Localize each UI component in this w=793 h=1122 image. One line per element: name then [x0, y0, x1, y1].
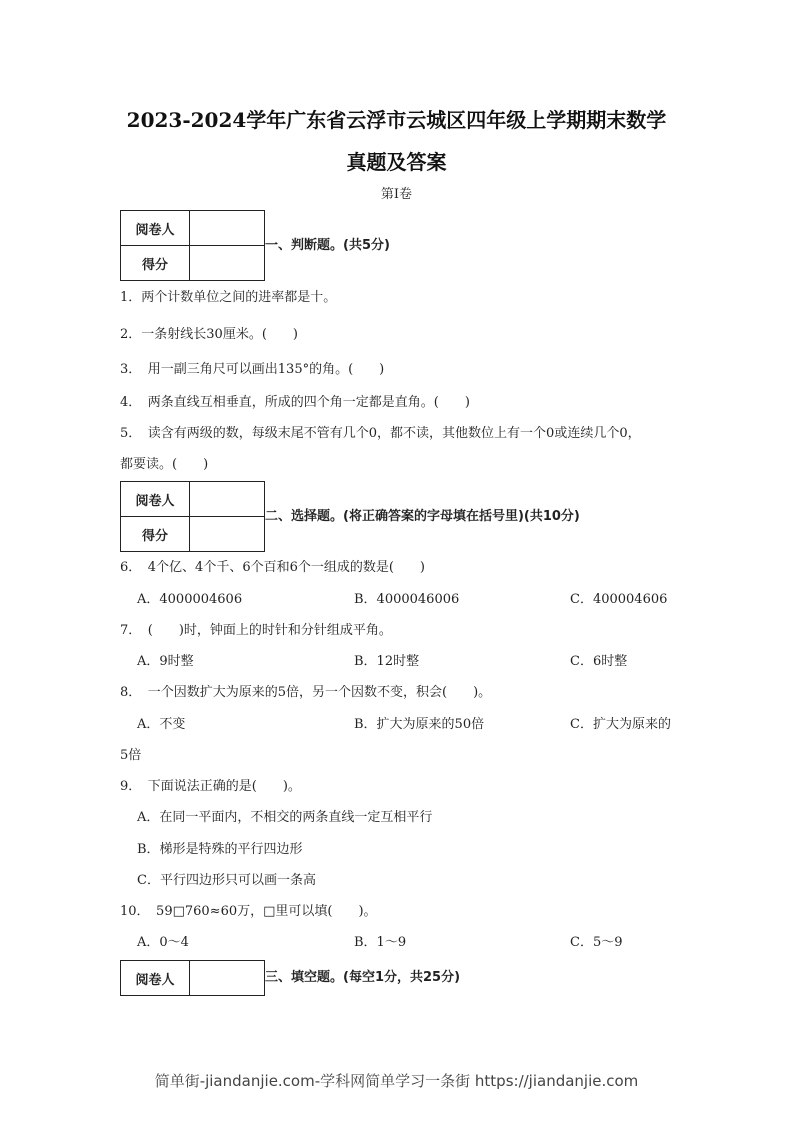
score-label: 得分 — [121, 517, 190, 552]
reviewer-cell — [190, 211, 265, 246]
question: 4． 两条直线互相垂直，所成的四个角一定都是直角。( ) — [120, 395, 470, 410]
question: 2．一条射线长30厘米。( ) — [120, 327, 298, 342]
document-title-line2: 真题及答案 — [346, 150, 447, 174]
option-c: C．平行四边形只可以画一条高 — [137, 873, 316, 888]
question: 6． 4个亿、4个千、6个百和6个一组成的数是( ) — [120, 560, 425, 575]
option-b: B．4000046006 — [354, 592, 460, 607]
option-a: A．4000004606 — [137, 592, 243, 607]
score-cell — [190, 517, 265, 552]
question: 8． 一个因数扩大为原来的5倍，另一个因数不变，积会( )。 — [120, 685, 492, 700]
option-b: B．扩大为原来的50倍 — [354, 717, 485, 732]
score-label: 得分 — [121, 246, 190, 281]
option-c: C．400004606 — [570, 592, 668, 607]
question: 10． 59□760≈60万，□里可以填( )。 — [120, 904, 377, 919]
question: 9． 下面说法正确的是( )。 — [120, 779, 301, 794]
section-heading: 二、选择题。(将正确答案的字母填在括号里)(共10分) — [265, 509, 580, 524]
reviewer-label: 阅卷人 — [121, 211, 190, 246]
option-a: A．在同一平面内，不相交的两条直线一定互相平行 — [137, 810, 433, 825]
question: 3． 用一副三角尺可以画出135°的角。( ) — [120, 362, 385, 377]
reviewer-cell — [190, 482, 265, 517]
option-b: B．梯形是特殊的平行四边形 — [137, 842, 303, 857]
section-heading: 一、判断题。(共5分) — [265, 238, 390, 253]
option-continued: 5倍 — [120, 748, 142, 763]
question: 1．两个计数单位之间的进率都是十。 — [120, 290, 337, 305]
reviewer-label: 阅卷人 — [121, 961, 190, 996]
question: 5． 读含有两级的数，每级末尾不管有几个0，都不读，其他数位上有一个0或连续几个0， — [120, 426, 641, 441]
score-table — [120, 481, 265, 552]
score-cell — [190, 246, 265, 281]
option-c: C．5～9 — [570, 935, 623, 950]
question: 7． ( )时，钟面上的时针和分针组成平角。 — [120, 623, 392, 638]
option-a: A．0～4 — [137, 935, 189, 950]
option-b: B．12时整 — [354, 654, 420, 669]
section-heading: 三、填空题。(每空1分，共25分) — [265, 970, 461, 985]
document-title: 2023-2024学年广东省云浮市云城区四年级上学期期末数学 — [126, 108, 667, 132]
score-table — [120, 210, 265, 281]
option-a: A．不变 — [137, 717, 186, 732]
score-table — [120, 960, 265, 996]
footer-watermark: 简单街-jiandanjie.com-学科网简单学习一条街 https://jiandanjie.com — [154, 1072, 639, 1090]
option-a: A．9时整 — [137, 654, 194, 669]
reviewer-label: 阅卷人 — [121, 482, 190, 517]
option-c: C．扩大为原来的 — [570, 717, 671, 732]
question-continued: 都要读。( ) — [120, 457, 209, 472]
option-c: C．6时整 — [570, 654, 628, 669]
option-b: B．1～9 — [354, 935, 407, 950]
volume-label: 第I卷 — [380, 187, 413, 202]
reviewer-cell — [190, 961, 265, 996]
